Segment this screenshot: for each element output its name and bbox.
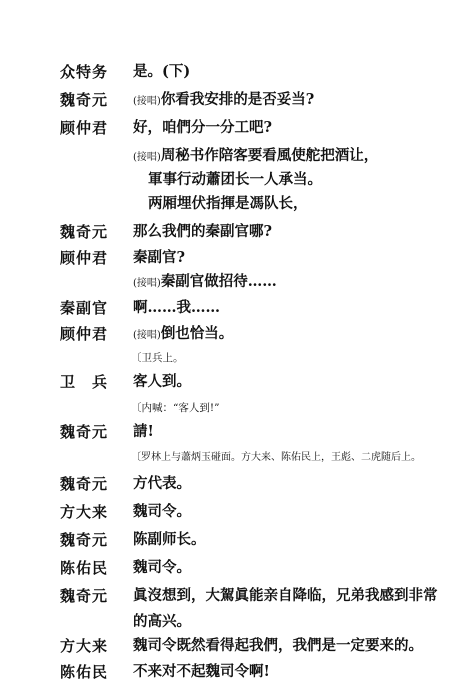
dialogue-line (0, 556, 454, 580)
speaker-name: 秦副官 (60, 299, 109, 317)
speaker-name: 顾仲君 (60, 119, 109, 137)
speaker-name: 陈佑民 (60, 559, 109, 577)
dialogue-text: 請! (133, 423, 154, 440)
dialogue-words: 你看我安排的是否妥当? (160, 91, 315, 108)
dialogue-text: 魏司令。 (133, 503, 191, 520)
stage-cue: (接唱) (133, 330, 161, 341)
speaker-name: 魏奇元 (60, 587, 109, 605)
dialogue-line (0, 370, 454, 394)
dialogue-text: 方代表。 (133, 475, 191, 492)
speaker-name: 魏奇元 (60, 423, 109, 441)
dialogue-text: 的高兴。 (133, 613, 191, 630)
dialogue-text (133, 88, 314, 114)
dialogue-words: 周秘书作陪客要看風使舵把酒让， (160, 147, 379, 164)
dialogue-line (0, 660, 454, 684)
speaker-name: 魏奇元 (60, 91, 109, 109)
dialogue-line (0, 322, 454, 346)
dialogue-words: 秦副官做招待…… (160, 273, 277, 290)
dialogue-text: 陈副师长。 (133, 531, 206, 548)
dialogue-line (0, 116, 454, 140)
dialogue-text: 魏司令。 (133, 559, 191, 576)
dialogue-words: 倒也恰当。 (160, 325, 234, 342)
dialogue-line (0, 88, 454, 112)
sung-line (0, 168, 454, 192)
stage-cue: (接唱) (133, 152, 161, 163)
stage-direction (0, 346, 454, 370)
speaker-name: 陈佑民 (60, 663, 109, 681)
dialogue-line (0, 584, 454, 608)
dialogue-text (133, 322, 233, 348)
speaker-name: 方大来 (60, 637, 109, 655)
speaker-name: 顾仲君 (60, 249, 109, 267)
speaker-name: 方大来 (60, 503, 109, 521)
dialogue-line (0, 634, 454, 658)
stage-direction-text: 〔罗林上与蕭炳玉碰面。方大来、陈佑民上，王彪、二虎随后上。 (131, 452, 421, 463)
sung-line (0, 270, 454, 294)
dialogue-line (0, 246, 454, 270)
dialogue-text (133, 270, 277, 296)
speaker-name: 众特务 (60, 63, 109, 81)
dialogue-text: 那么我們的秦副官哪? (133, 223, 272, 240)
dialogue-text: 好，咱們分一分工吧? (133, 119, 272, 136)
stage-cue: (接唱) (133, 96, 161, 107)
speaker-name: 魏奇元 (60, 531, 109, 549)
dialogue-text: 魏司令既然看得起我們，我們是一定要来的。 (133, 637, 423, 654)
dialogue-text: 軍事行动蕭团长一人承当。 (148, 171, 322, 188)
dialogue-text: 是。(下) (133, 63, 191, 80)
speaker-name: 魏奇元 (60, 223, 109, 241)
sung-line (0, 192, 454, 216)
stage-direction (0, 396, 454, 420)
dialogue-line (0, 500, 454, 524)
speaker-name: 顾仲君 (60, 325, 109, 343)
dialogue-line (0, 420, 454, 444)
dialogue-line (0, 60, 454, 84)
speaker-name: 卫 兵 (60, 373, 109, 391)
stage-direction-text: 〔卫兵上。 (131, 352, 184, 364)
dialogue-continuation (0, 610, 454, 634)
dialogue-text: 眞沒想到，大駕眞能亲自降临，兄弟我感到非常 (133, 587, 438, 604)
stage-cue: (接唱) (133, 278, 161, 289)
stage-direction (0, 446, 454, 470)
dialogue-text: 不来对不起魏司令啊! (133, 663, 270, 680)
dialogue-line (0, 528, 454, 552)
dialogue-text: 客人到。 (133, 373, 191, 390)
speaker-name: 魏奇元 (60, 475, 109, 493)
dialogue-line (0, 220, 454, 244)
dialogue-text (133, 144, 378, 170)
stage-direction-text: 〔内喊：“客人到!” (131, 402, 220, 414)
dialogue-text: 两厢埋伏指揮是馮队长， (148, 195, 308, 212)
dialogue-line (0, 472, 454, 496)
dialogue-text: 啊……我…… (133, 299, 220, 316)
dialogue-text: 秦副官? (133, 249, 185, 266)
dialogue-line (0, 296, 454, 320)
sung-line (0, 144, 454, 168)
